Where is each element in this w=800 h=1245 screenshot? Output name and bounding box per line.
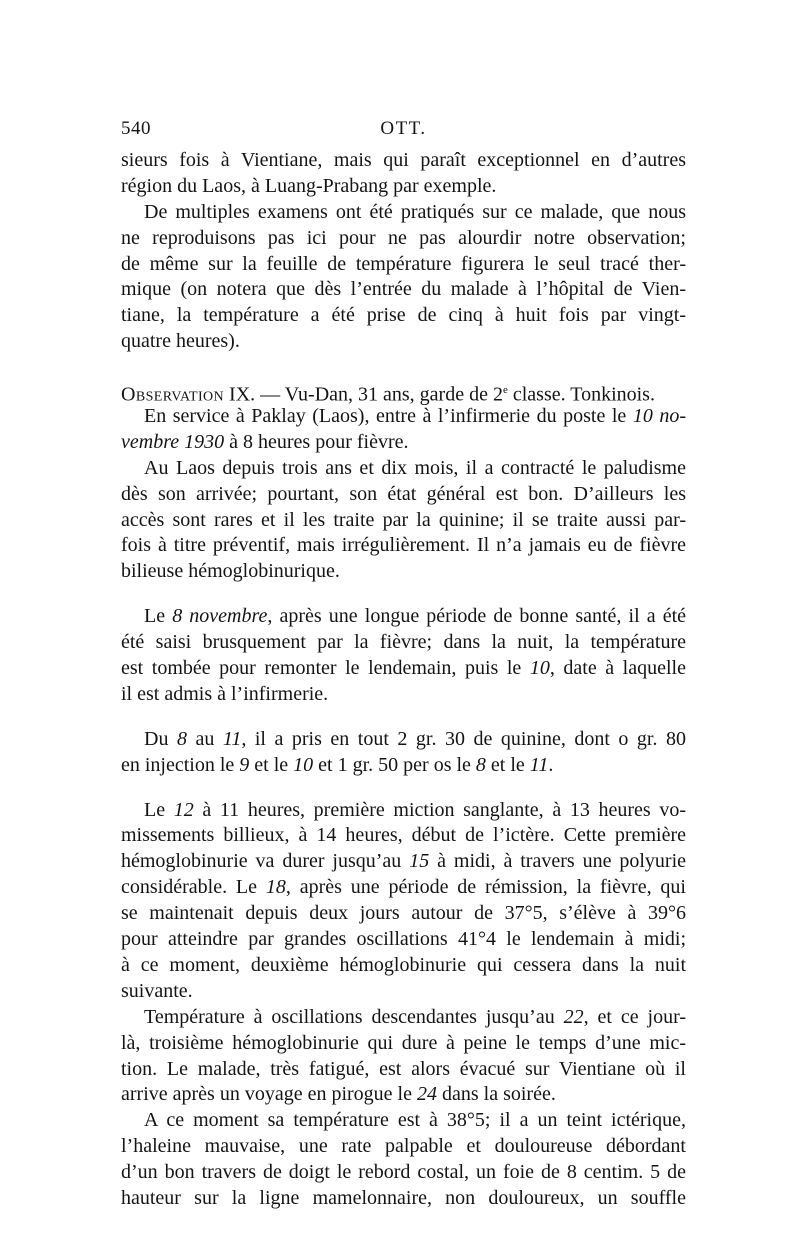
paragraph-spacer (121, 708, 686, 727)
paragraph (121, 456, 686, 585)
running-title: OTT. (380, 118, 427, 139)
text-line: dès son arrivée; pourtant, son état général est bon. D’ailleurs les (121, 482, 686, 505)
text-line: en injection le 9 et le 10 et 1 gr. 50 per os le 8 et le 11. (121, 753, 554, 776)
page-number: 540 (121, 118, 151, 139)
text-line: En service à Paklay (Laos), entre à l’infirmerie du poste le 10 no- (144, 405, 686, 428)
paragraph (121, 148, 686, 200)
text-line: de même sur la feuille de température figurera le seul tracé ther- (121, 252, 686, 275)
body-text (121, 148, 686, 1212)
text-line: Au Laos depuis trois ans et dix mois, il a contracté le paludisme (144, 456, 686, 479)
text-line: A ce moment sa température est à 38°5; il a un teint ictérique, (144, 1109, 686, 1132)
paragraph (121, 200, 686, 355)
text-line: ne reproduisons pas ici pour ne pas alourdir notre observation; (121, 226, 686, 249)
text-line: sieurs fois à Vientiane, mais qui paraît exceptionnel en d’autres (121, 149, 686, 171)
paragraph-spacer (121, 355, 686, 378)
text-line: pour atteindre par grandes oscillations 41°4 le lendemain à midi; (121, 928, 686, 951)
paragraph (121, 378, 686, 404)
text-line: arrive après un voyage en pirogue le 24 dans la soirée. (121, 1083, 556, 1106)
text-line: tion. Le malade, très fatigué, est alors évacué sur Vientiane où il (121, 1057, 686, 1080)
text-line: missements billieux, à 14 heures, début de l’ictère. Cette première (121, 824, 686, 847)
paragraph (121, 727, 686, 779)
text-line: Le 12 à 11 heures, première miction sanglante, à 13 heures vo- (144, 798, 687, 821)
text-line: accès sont rares et il les traite par la quinine; il se traite aussi par- (121, 508, 686, 531)
text-line: été saisi brusquement par la fièvre; dans la nuit, la température (121, 631, 686, 654)
text-line: De multiples examens ont été pratiqués sur ce malade, que nous (144, 200, 686, 223)
text-line: Température à oscillations descendantes jusqu’au 22, et ce jour- (144, 1005, 686, 1028)
paragraph (121, 1108, 686, 1212)
text-line: là, troisième hémoglobinurie qui dure à peine le temps d’une mic- (121, 1031, 686, 1054)
paragraph (121, 404, 686, 456)
text-line: l’haleine mauvaise, une rate palpable et douloureuse débordant (121, 1135, 686, 1158)
text-line: bilieuse hémoglobinurique. (121, 560, 340, 583)
text-line: région du Laos, à Luang-Prabang par exemple. (121, 174, 497, 197)
text-line: d’un bon travers de doigt le rebord costal, un foie de 8 centim. 5 de (121, 1161, 686, 1184)
paragraph (121, 604, 686, 708)
text-line: quatre heures). (121, 330, 240, 353)
text-line: considérable. Le 18, après une période de rémission, la fièvre, qui (121, 876, 686, 899)
text-line: est tombée pour remonter le lendemain, puis le 10, date à laquelle (121, 657, 686, 680)
text-line: se maintenait depuis deux jours autour de 37°5, s’élève à 39°6 (121, 902, 686, 925)
page-header (121, 118, 686, 146)
text-line: vembre 1930 à 8 heures pour fièvre. (121, 430, 409, 453)
text-line: suivante. (121, 979, 193, 1002)
paragraph (121, 1005, 686, 1109)
text-line: hémoglobinurie va durer jusqu’au 15 à midi, à travers une polyurie (121, 850, 687, 873)
text-line: fois à titre préventif, mais irrégulièrement. Il n’a jamais eu de fièvre (121, 534, 686, 557)
text-line: il est admis à l’infirmerie. (121, 682, 329, 705)
text-line: Le 8 novembre, après une longue période de bonne santé, il a été (144, 605, 686, 628)
text-line: mique (on notera que dès l’entrée du malade à l’hôpital de Vien- (121, 278, 686, 301)
text-line: Du 8 au 11, il a pris en tout 2 gr. 30 de quinine, dont o gr. 80 (144, 727, 686, 750)
paragraph (121, 798, 686, 1005)
text-line: tiane, la température a été prise de cinq à huit fois par vingt- (121, 304, 686, 327)
text-line: hauteur sur la ligne mamelonnaire, non douloureux, un souffle (121, 1186, 686, 1209)
paragraph-spacer (121, 779, 686, 798)
text-line: à ce moment, deuxième hémoglobinurie qui cessera dans la nuit (121, 953, 686, 976)
text-line: Observation IX. — Vu-Dan, 31 ans, garde de 2e classe. Tonkinois. (121, 383, 655, 406)
paragraph-spacer (121, 585, 686, 604)
